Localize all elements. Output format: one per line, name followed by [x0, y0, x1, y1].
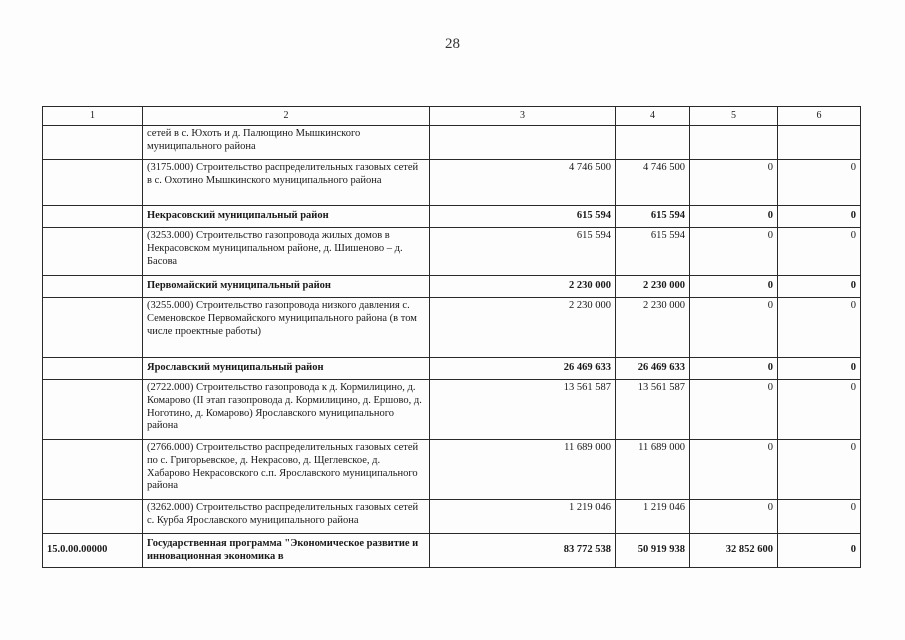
row-col6 — [778, 126, 861, 160]
row-col4: 2 230 000 — [616, 276, 690, 298]
row-col3: 4 746 500 — [430, 160, 616, 206]
row-col4: 615 594 — [616, 206, 690, 228]
row-col4: 615 594 — [616, 228, 690, 276]
table-row — [43, 380, 861, 440]
row-code — [43, 500, 143, 534]
row-code — [43, 440, 143, 500]
row-col5: 0 — [690, 298, 778, 358]
row-col4: 4 746 500 — [616, 160, 690, 206]
row-col3: 615 594 — [430, 228, 616, 276]
row-col4 — [616, 126, 690, 160]
row-description: (3255.000) Строительство газопровода низкого давления с. Семеновское Первомайского муниципального района (в том числе проектные работы) — [143, 298, 430, 358]
row-code — [43, 380, 143, 440]
table-row — [43, 298, 861, 358]
row-description: (3253.000) Строительство газопровода жилых домов в Некрасовском муниципальном районе, д. Шишеново – д. Басова — [143, 228, 430, 276]
row-description: (2766.000) Строительство распределительных газовых сетей по с. Григорьевское, д. Некрасово, д. Щеглевское, д. Хабарово Некрасовского с.п. Ярославского муниципального района — [143, 440, 430, 500]
row-code — [43, 160, 143, 206]
row-code — [43, 206, 143, 228]
table-row — [43, 440, 861, 500]
row-col5: 0 — [690, 440, 778, 500]
table-row-program — [43, 534, 861, 568]
row-col5: 0 — [690, 228, 778, 276]
row-description: сетей в с. Юхоть и д. Палющино Мышкинского муниципального района — [143, 126, 430, 160]
row-description: (3175.000) Строительство распределительных газовых сетей в с. Охотино Мышкинского муниципального района — [143, 160, 430, 206]
row-col4: 13 561 587 — [616, 380, 690, 440]
budget-table — [42, 106, 861, 568]
row-col3: 615 594 — [430, 206, 616, 228]
table-row — [43, 160, 861, 206]
row-description: Некрасовский муниципальный район — [143, 206, 430, 228]
row-code — [43, 358, 143, 380]
row-col6: 0 — [778, 206, 861, 228]
column-number: 4 — [616, 107, 690, 126]
row-code — [43, 276, 143, 298]
column-number: 3 — [430, 107, 616, 126]
column-number: 1 — [43, 107, 143, 126]
row-col5: 0 — [690, 500, 778, 534]
row-col3: 2 230 000 — [430, 298, 616, 358]
row-col6: 0 — [778, 298, 861, 358]
row-col6: 0 — [778, 380, 861, 440]
row-col4: 11 689 000 — [616, 440, 690, 500]
row-col6: 0 — [778, 228, 861, 276]
column-number: 2 — [143, 107, 430, 126]
row-col5 — [690, 126, 778, 160]
row-code — [43, 126, 143, 160]
row-col6: 0 — [778, 160, 861, 206]
row-col5: 32 852 600 — [690, 534, 778, 568]
row-col3: 13 561 587 — [430, 380, 616, 440]
row-col5: 0 — [690, 358, 778, 380]
row-col3: 1 219 046 — [430, 500, 616, 534]
table-row — [43, 126, 861, 160]
row-description: Ярославский муниципальный район — [143, 358, 430, 380]
table-row-district — [43, 358, 861, 380]
row-col6: 0 — [778, 534, 861, 568]
column-number: 5 — [690, 107, 778, 126]
table-row — [43, 228, 861, 276]
row-description: (3262.000) Строительство распределительных газовых сетей с. Курба Ярославского муниципального района — [143, 500, 430, 534]
row-col5: 0 — [690, 160, 778, 206]
row-col4: 2 230 000 — [616, 298, 690, 358]
row-col4: 26 469 633 — [616, 358, 690, 380]
row-col3: 11 689 000 — [430, 440, 616, 500]
row-col3: 26 469 633 — [430, 358, 616, 380]
row-description: Первомайский муниципальный район — [143, 276, 430, 298]
row-col3 — [430, 126, 616, 160]
table-row — [43, 500, 861, 534]
column-number-row — [43, 107, 861, 126]
row-col5: 0 — [690, 206, 778, 228]
row-description: (2722.000) Строительство газопровода к д. Кормилицино, д. Комарово (II этап газопровода д. Кормилицино, д. Ершово, д. Ноготино, д. Комарово) Ярославского муниципального района — [143, 380, 430, 440]
row-code: 15.0.00.00000 — [43, 534, 143, 568]
table-row-district — [43, 206, 861, 228]
row-description: Государственная программа "Экономическое развитие и инновационная экономика в — [143, 534, 430, 568]
row-code — [43, 298, 143, 358]
row-col4: 1 219 046 — [616, 500, 690, 534]
column-number: 6 — [778, 107, 861, 126]
row-col6: 0 — [778, 440, 861, 500]
row-col6: 0 — [778, 276, 861, 298]
row-col5: 0 — [690, 276, 778, 298]
row-col3: 2 230 000 — [430, 276, 616, 298]
row-col3: 83 772 538 — [430, 534, 616, 568]
table-row-district — [43, 276, 861, 298]
row-col4: 50 919 938 — [616, 534, 690, 568]
row-col6: 0 — [778, 358, 861, 380]
row-code — [43, 228, 143, 276]
page-number: 28 — [445, 36, 460, 52]
row-col5: 0 — [690, 380, 778, 440]
row-col6: 0 — [778, 500, 861, 534]
